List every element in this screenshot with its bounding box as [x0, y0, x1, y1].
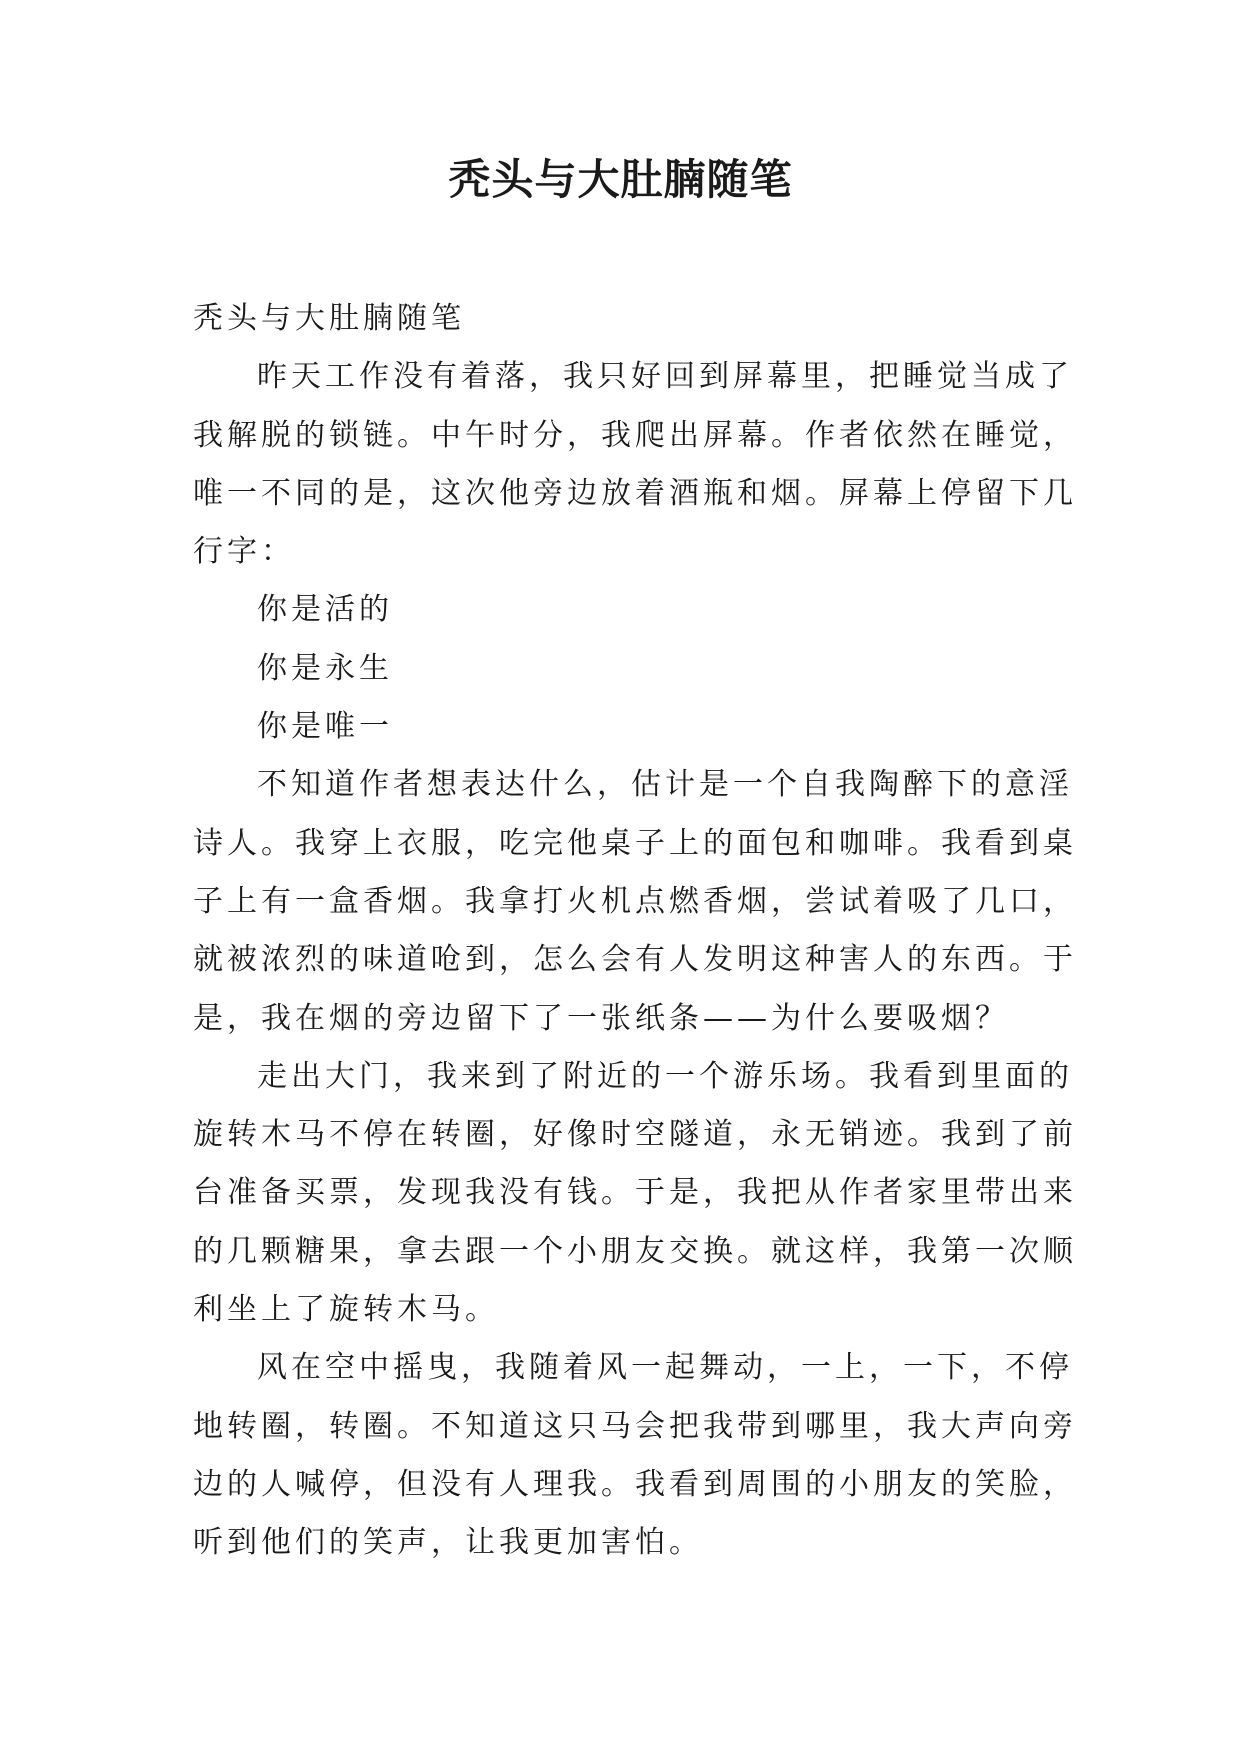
document-body	[193, 290, 1077, 1573]
paragraph-line: 诗人。我穿上衣服，吃完他桌子上的面包和咖啡。我看到桌	[193, 825, 1077, 861]
paragraph	[193, 581, 1063, 639]
paragraph-line: 旋转木马不停在转圈，好像时空隧道，永无销迹。我到了前	[193, 1117, 1077, 1153]
document-title: 秃头与大肚腩随笔	[448, 155, 793, 204]
paragraph-line: 的几颗糖果，拿去跟一个小朋友交换。就这样，我第一次顺	[193, 1233, 1077, 1269]
paragraph-line: 秃头与大肚腩随笔	[193, 301, 465, 336]
paragraph	[193, 698, 1063, 756]
paragraph-line: 行字：	[193, 534, 295, 570]
paragraph	[193, 756, 1077, 1047]
paragraph-line: 不知道作者想表达什么，估计是一个自我陶醉下的意淫	[257, 767, 1073, 803]
paragraph-line: 唯一不同的是，这次他旁边放着酒瓶和烟。屏幕上停留下几	[193, 475, 1077, 511]
paragraph-line: 你是唯一	[257, 709, 393, 745]
paragraph-line: 我解脱的锁链。中午时分，我爬出屏幕。作者依然在睡觉，	[193, 417, 1077, 453]
paragraph-line: 子上有一盒香烟。我拿打火机点燃香烟，尝试着吸了几口，	[193, 883, 1077, 919]
paragraph-line: 台准备买票，发现我没有钱。于是，我把从作者家里带出来	[193, 1175, 1077, 1211]
paragraph-line: 地转圈，转圈。不知道这只马会把我带到哪里，我大声向旁	[193, 1408, 1077, 1444]
paragraph	[193, 640, 1063, 698]
paragraph-line: 风在空中摇曳，我随着风一起舞动，一上，一下，不停	[257, 1350, 1073, 1386]
paragraph-line: 边的人喊停，但没有人理我。我看到周围的小朋友的笑脸，	[193, 1466, 1077, 1502]
paragraph-line: 听到他们的笑声，让我更加害怕。	[193, 1525, 703, 1561]
paragraph-line: 昨天工作没有着落，我只好回到屏幕里，把睡觉当成了	[257, 359, 1073, 395]
paragraph	[193, 348, 1077, 581]
paragraph-line: 你是永生	[257, 650, 393, 686]
paragraph	[193, 1048, 1077, 1339]
paragraph	[193, 1339, 1077, 1572]
paragraph	[193, 290, 1063, 348]
paragraph-line: 是，我在烟的旁边留下了一张纸条——为什么要吸烟？	[193, 1000, 1009, 1036]
paragraph-line: 走出大门，我来到了附近的一个游乐场。我看到里面的	[257, 1058, 1073, 1094]
paragraph-line: 利坐上了旋转木马。	[193, 1292, 499, 1328]
paragraph-line: 你是活的	[257, 592, 393, 628]
paragraph-line: 就被浓烈的味道呛到，怎么会有人发明这种害人的东西。于	[193, 942, 1077, 978]
